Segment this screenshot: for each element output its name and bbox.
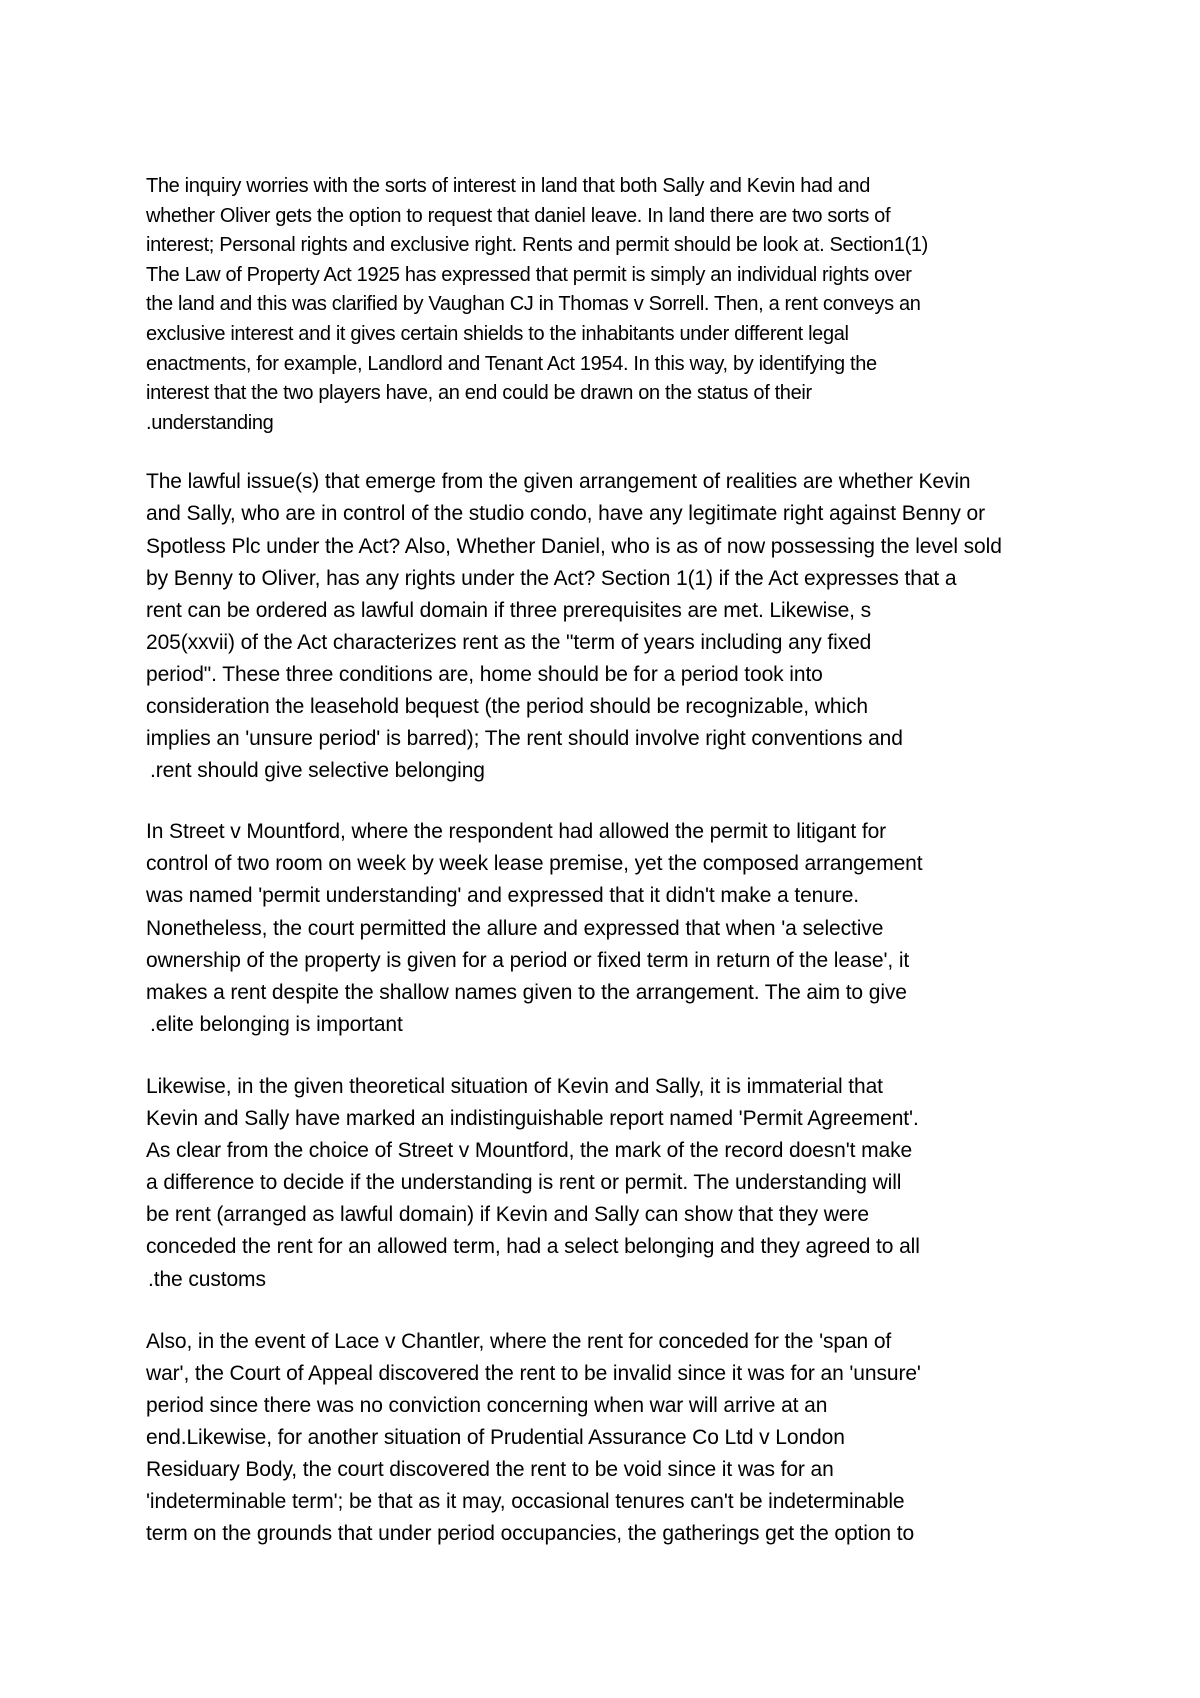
text-line: Nonetheless, the court permitted the allure and expressed that when 'a selective [146,916,884,940]
text-line: and Sally, who are in control of the studio condo, have any legitimate right against Benny or [146,502,985,526]
text-line: be rent (arranged as lawful domain) if Kevin and Sally can show that they were [146,1203,869,1227]
paragraph-2 [146,466,1086,787]
paragraph-5 [146,1326,1086,1551]
text-line: interest that the two players have, an end could be drawn on the status of their [146,382,812,405]
text-line: term on the grounds that under period occupancies, the gatherings get the option to [146,1522,915,1546]
text-line: control of two room on week by week lease premise, yet the composed arrangement [146,852,923,876]
text-line: period since there was no conviction concerning when war will arrive at an [146,1393,828,1417]
text-line: The inquiry worries with the sorts of interest in land that both Sally and Kevin had and [146,175,871,197]
paragraph-3 [146,816,1086,1041]
text-line: Residuary Body, the court discovered the rent to be void since it was for an [146,1457,834,1481]
paragraph-4 [146,1071,1086,1296]
text-line: 'indeterminable term'; be that as it may, occasional tenures can't be indeterminable [146,1490,905,1514]
text-line: whether Oliver gets the option to request that daniel leave. In land there are two sorts of [146,204,891,227]
text-line: As clear from the choice of Street v Mountford, the mark of the record doesn't make [146,1139,913,1163]
text-line: .the customs [148,1267,266,1291]
text-line: The lawful issue(s) that emerge from the given arrangement of realities are whether Kevin [146,470,971,494]
text-line: a difference to decide if the understanding is rent or permit. The understanding will [146,1171,902,1195]
document-body [146,172,1086,1550]
text-line: The Law of Property Act 1925 has expressed that permit is simply an individual rights over [146,263,912,286]
text-line: .elite belonging is important [150,1012,403,1036]
text-line: enactments, for example, Landlord and Tenant Act 1954. In this way, by identifying the [146,352,877,375]
paragraph-1 [146,172,1086,438]
text-line: ownership of the property is given for a period or fixed term in return of the lease', it [146,948,910,972]
text-line: the land and this was clarified by Vaughan CJ in Thomas v Sorrell. Then, a rent conveys an [146,293,921,316]
text-line: exclusive interest and it gives certain shields to the inhabitants under different legal [146,322,849,345]
text-line: Also, in the event of Lace v Chantler, where the rent for conceded for the 'span of [146,1329,892,1353]
text-line: was named 'permit understanding' and expressed that it didn't make a tenure. [146,884,860,908]
text-line: period". These three conditions are, home should be for a period took into [146,662,823,686]
text-line: makes a rent despite the shallow names given to the arrangement. The aim to give [146,980,907,1004]
text-line: In Street v Mountford, where the respondent had allowed the permit to litigant for [146,820,887,844]
text-line: Kevin and Sally have marked an indistinguishable report named 'Permit Agreement'. [146,1107,919,1131]
text-line: .understanding [146,411,274,434]
text-line: consideration the leasehold bequest (the period should be recognizable, which [146,695,868,718]
text-line: Likewise, in the given theoretical situation of Kevin and Sally, it is immaterial that [146,1074,883,1098]
text-line: implies an 'unsure period' is barred); The rent should involve right conventions and [146,727,903,751]
text-line: end.Likewise, for another situation of Prudential Assurance Co Ltd v London [146,1425,845,1449]
text-line: .rent should give selective belonging [150,759,485,783]
text-line: war', the Court of Appeal discovered the rent to be invalid since it was for an 'unsure' [146,1361,921,1385]
text-line: by Benny to Oliver, has any rights under the Act? Section 1(1) if the Act expresses that a [146,566,957,590]
text-line: Spotless Plc under the Act? Also, Whether Daniel, who is as of now possessing the level sold [146,534,1002,558]
text-line: 205(xxvii) of the Act characterizes rent as the "term of years including any fixed [146,630,872,654]
text-line: rent can be ordered as lawful domain if three prerequisites are met. Likewise, s [146,598,872,622]
text-line: conceded the rent for an allowed term, had a select belonging and they agreed to all [146,1235,920,1259]
text-line: interest; Personal rights and exclusive right. Rents and permit should be look at. Section1(1) [146,234,928,257]
